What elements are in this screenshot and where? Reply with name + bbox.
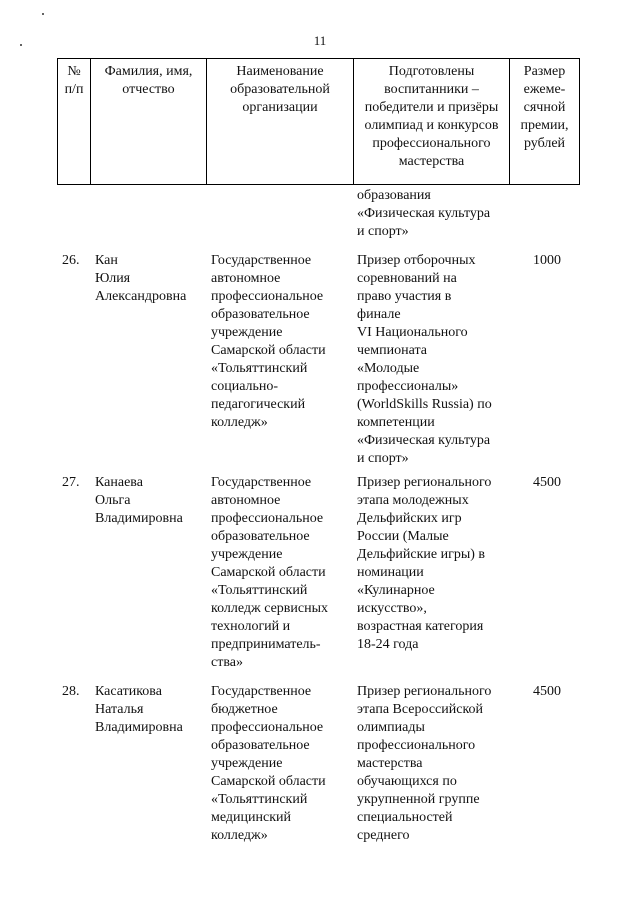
header-organization: Наименование образовательной организации xyxy=(207,59,354,185)
continued-achievement-text: образования «Физическая культура и спорт» xyxy=(357,188,491,239)
row-number: 27. xyxy=(62,475,80,490)
organization-name: Государственное автономное профессиональное образовательное учреждение Самарской области «Тольяттинский социально- педагогический колледж» xyxy=(211,253,326,430)
bonus-amount: 4500 xyxy=(533,684,561,699)
organization-name: Государственное бюджетное профессиональное образовательное учреждение Самарской области «Тольяттинский медицинский колледж» xyxy=(211,684,326,843)
bonus-amount: 4500 xyxy=(533,475,561,490)
bonus-amount: 1000 xyxy=(533,253,561,268)
page-number: 11 xyxy=(313,33,327,48)
person-name: Кан Юлия Александровна xyxy=(95,253,187,304)
achievement-description: Призер отборочных соревнований на право участия в финале VI Национального чемпионата «Молодые профессионалы» (WorldSkills Russia) по компетенции «Физическая культура и спорт» xyxy=(357,253,492,466)
achievement-description: Призер регионального этапа Всероссийской олимпиады профессионального мастерства обучающихся по укрупненной группе специальностей среднего xyxy=(357,684,492,843)
organization-name: Государственное автономное профессиональное образовательное учреждение Самарской области «Тольяттинский колледж сервисных технологий и предприниматель- ства» xyxy=(211,475,329,670)
header-amount: Размер ежеме- сячной премии, рублей xyxy=(510,59,580,185)
table-header xyxy=(57,58,580,185)
person-name: Канаева Ольга Владимировна xyxy=(95,475,183,526)
scan-speck xyxy=(42,13,44,15)
achievement-description: Призер регионального этапа молодежных Дельфийских игр России (Малые Дельфийские игры) в номинации «Кулинарное искусство», возрастная категория 18-24 года xyxy=(357,475,492,652)
header-achievement: Подготовлены воспитанники – победители и призёры олимпиад и конкурсов профессионального мастерства xyxy=(354,59,510,185)
row-number: 28. xyxy=(62,684,80,699)
row-number: 26. xyxy=(62,253,80,268)
header-num: № п/п xyxy=(58,59,91,185)
person-name: Касатикова Наталья Владимировна xyxy=(95,684,183,735)
header-name: Фамилия, имя, отчество xyxy=(91,59,207,185)
